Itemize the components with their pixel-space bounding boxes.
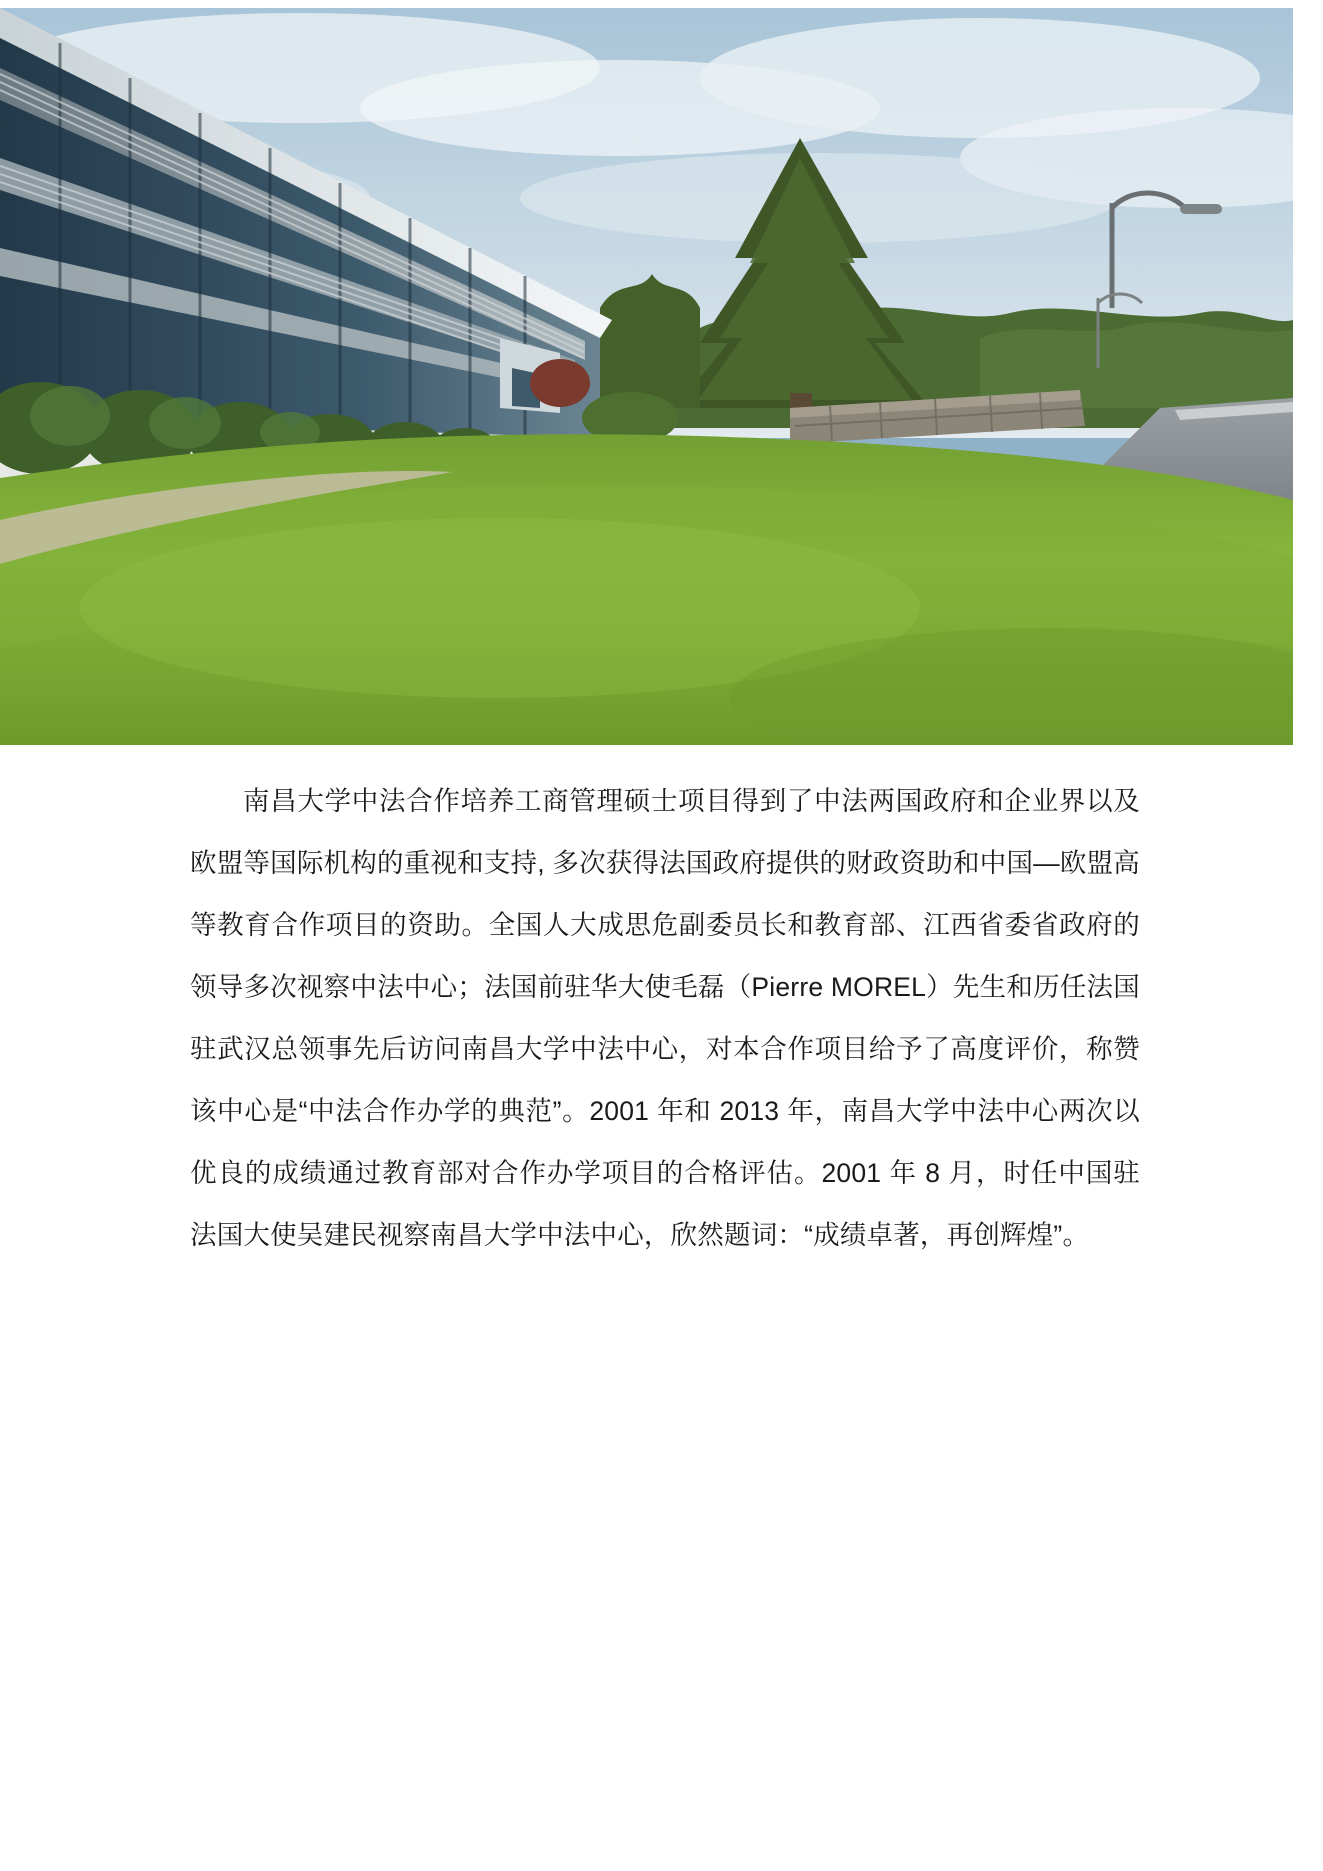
campus-building-photo: [0, 8, 1293, 745]
article-body: [190, 770, 1140, 1266]
body-paragraph: 南昌大学中法合作培养工商管理硕士项目得到了中法两国政府和企业界以及欧盟等国际机构的重视和支持, 多次获得法国政府提供的财政资助和中国—欧盟高等教育合作项目的资助。全国人大成思危副委员长和教育部、江西省委省政府的领导多次视察中法中心；法国前驻华大使毛磊（Pierre MOREL）先生和历任法国驻武汉总领事先后访问南昌大学中法中心，对本合作项目给予了高度评价，称赞该中心是“中法合作办学的典范”。2001 年和 2013 年，南昌大学中法中心两次以优良的成绩通过教育部对合作办学项目的合格评估。2001 年 8 月，时任中国驻法国大使吴建民视察南昌大学中法中心，欣然题词：“成绩卓著，再创辉煌”。: [190, 786, 1140, 1250]
photo-illustration: [0, 8, 1293, 745]
